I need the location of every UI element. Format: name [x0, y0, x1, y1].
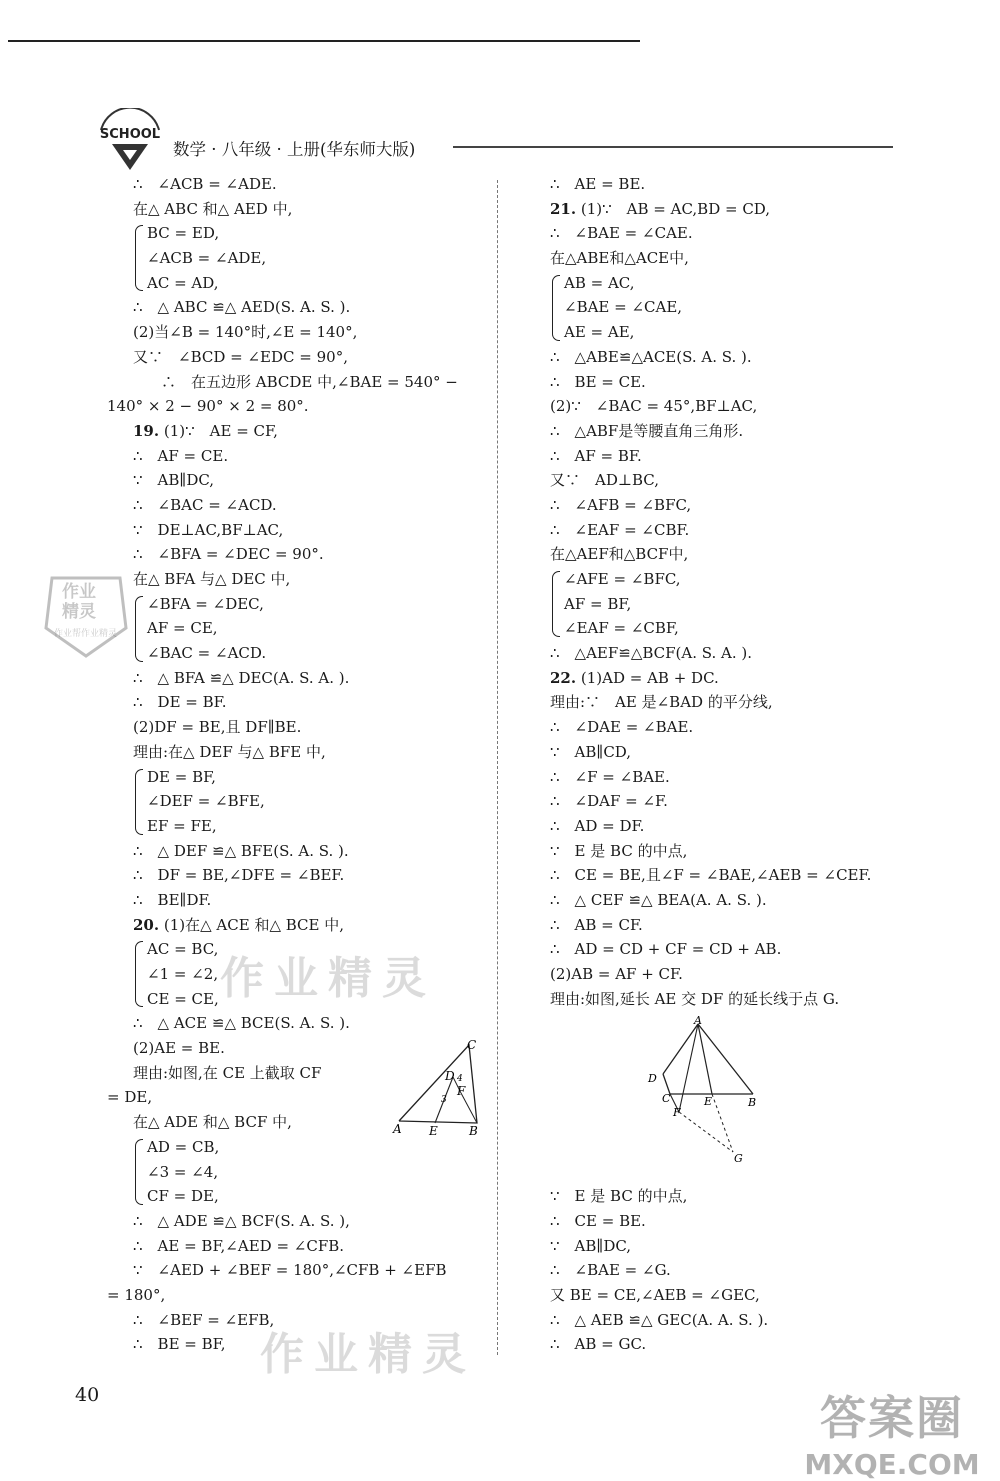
text-line: ∴ ∠BAE = ∠CAE. [550, 224, 693, 243]
text-line [550, 666, 930, 691]
corner-watermark-url: MXQE.COM [804, 1448, 980, 1481]
school-logo-icon [95, 108, 165, 178]
text-line: 又 BE = CE,∠AEB = ∠GEC, [550, 1286, 760, 1305]
text-line: ∴ ∠F = ∠BAE. [550, 767, 670, 786]
header-title: 数学 · 八年级 · 上册(华东师大版) [173, 140, 416, 159]
text-line: ∴ 在五边形 ABCDE 中,∠BAE = 540° − [161, 372, 458, 391]
brace-line: ∠3 = ∠4, [147, 1162, 219, 1181]
brace-line: AB = AC, [564, 273, 635, 292]
stamp-watermark [40, 568, 132, 660]
text-line [133, 419, 488, 444]
text-line: ∴ CE = BE. [550, 1211, 646, 1230]
brace-line: DE = BF, [147, 767, 216, 786]
fig1-label-c: C [467, 1038, 477, 1052]
text-line: ∴ AF = BF. [550, 446, 642, 465]
watermark-mid: 作业精灵 [220, 953, 436, 1004]
brace-line: CF = DE, [147, 1187, 219, 1206]
fig2-label-d: D [648, 1072, 657, 1085]
text-line: ∵ AB∥CD, [550, 742, 632, 761]
problem-number: 19. [133, 421, 160, 440]
text-line: 在△ ABC 和△ AED 中, [133, 199, 293, 218]
text-line: ∵ ∠AED + ∠BEF = 180°,∠CFB + ∠EFB [133, 1261, 447, 1280]
text-line: 又∵ ∠BCD = ∠EDC = 90°, [133, 347, 348, 366]
text-line: ∴ △ ABC ≌△ AED(S. A. S. ). [133, 298, 351, 317]
text-line: (2)DF = BE,且 DF∥BE. [133, 718, 302, 737]
fig1-label-4: 4 [457, 1074, 463, 1084]
watermark-bottom: 作业精灵 [260, 1329, 476, 1380]
text-line: ∴ AB = GC. [550, 1335, 647, 1354]
stamp-line1: 作业 [62, 582, 96, 602]
header-rule [453, 146, 893, 148]
text-line-body: (1)∵ AB = AC,BD = CD, [576, 199, 771, 218]
fig1-label-a: A [393, 1122, 402, 1136]
text-line: ∴ ∠BAE = ∠G. [550, 1261, 671, 1280]
brace-line: ∠DEF = ∠BFE, [147, 792, 265, 811]
problem-number: 21. [550, 199, 577, 218]
text-line: ∵ AB∥DC, [550, 1236, 632, 1255]
brace-group [133, 765, 488, 839]
brace-line: AE = AE, [564, 323, 635, 342]
text-line: ∴ △ DEF ≌△ BFE(S. A. S. ). [133, 841, 349, 860]
text-line: ∴ △ CEF ≌△ BEA(A. A. S. ). [550, 890, 767, 909]
text-line: ∴ CE = BE,且∠F = ∠BAE,∠AEB = ∠CEF. [550, 866, 872, 885]
text-line: (2)AE = BE. [133, 1039, 225, 1058]
brace-line: BC = ED, [147, 224, 220, 243]
text-line: 在△ ADE 和△ BCF 中, [133, 1113, 292, 1132]
text-line [550, 197, 930, 222]
corner-watermark [792, 1382, 992, 1481]
text-line: ∴ △ ADE ≌△ BCF(S. A. S. ), [133, 1211, 350, 1230]
text-line: ∴ ∠BEF = ∠EFB, [133, 1310, 275, 1329]
brace-line: ∠BFA = ∠DEC, [147, 594, 264, 613]
fig1-label-f: F [457, 1084, 466, 1098]
problem-number: 20. [133, 915, 160, 934]
brace-line: AC = AD, [147, 273, 219, 292]
brace-line: AF = BF, [564, 594, 632, 613]
text-line: ∴ BE = CE. [550, 372, 646, 391]
brace-line: ∠ACB = ∠ADE, [147, 249, 267, 268]
text-line: 在△AEF和△BCF中, [550, 545, 689, 564]
text-line: ∵ E 是 BC 的中点, [550, 1187, 688, 1206]
text-line: 理由:如图,延长 AE 交 DF 的延长线于点 G. [550, 989, 840, 1008]
page-number: 40 [75, 1384, 100, 1406]
text-line: (2)AB = AF + CF. [550, 965, 683, 983]
brace-line: ∠BAE = ∠CAE, [564, 298, 683, 317]
text-line: ∴ ∠AFB = ∠BFC, [550, 495, 692, 514]
text-line: (2)∵ ∠BAC = 45°,BF⊥AC, [550, 397, 758, 416]
top-rule [8, 40, 640, 42]
text-line: = DE, [107, 1088, 153, 1107]
text-line-body: (1)∵ AE = CF, [159, 421, 278, 440]
text-line: 理由:在△ DEF 与△ BFE 中, [133, 742, 326, 761]
brace-line: AC = BC, [147, 940, 219, 959]
text-line: ∴ ∠DAE = ∠BAE. [550, 718, 694, 737]
text-line: ∴ AE = BF,∠AED = ∠CFB. [133, 1236, 345, 1255]
text-line: ∴ AE = BE. [550, 175, 646, 193]
text-line-body: (1)AD = AB + DC. [576, 668, 719, 687]
corner-watermark-logo: 答案圈 [820, 1391, 964, 1445]
text-line [133, 913, 488, 938]
stamp-line2: 精灵 [62, 602, 96, 622]
text-line: (2)当∠B = 140°时,∠E = 140°, [133, 323, 358, 342]
text-line: ∴ △ AEB ≌△ GEC(A. A. S. ). [550, 1310, 769, 1329]
text-line: ∴ ∠ACB = ∠ADE. [133, 175, 277, 193]
brace-line: EF = FE, [147, 816, 217, 835]
brace-line: ∠BAC = ∠ACD. [147, 644, 267, 663]
column-divider [497, 180, 498, 1355]
text-line: 140° × 2 − 90° × 2 = 80°. [107, 397, 309, 416]
fig2-label-g: G [734, 1152, 743, 1165]
text-line: ∵ E 是 BC 的中点, [550, 841, 688, 860]
text-line: ∴ △ ACE ≌△ BCE(S. A. S. ). [133, 1014, 350, 1033]
text-line: ∴ △ABE≌△ACE(S. A. S. ). [550, 347, 752, 366]
brace-line: CE = CE, [147, 989, 219, 1008]
text-line: ∴ BE∥DF. [133, 890, 212, 909]
text-line: ∴ ∠BAC = ∠ACD. [133, 495, 277, 514]
text-line: 又∵ AD⊥BC, [550, 471, 659, 490]
brace-group [550, 271, 930, 345]
fig2-label-c: C [662, 1092, 671, 1105]
fig1-label-b: B [469, 1124, 478, 1138]
brace-group [133, 592, 488, 666]
text-line: ∴ AB = CF. [550, 915, 643, 934]
fig1-label-d: D [445, 1069, 455, 1083]
brace-group [133, 1135, 488, 1209]
figure-quadrilateral-abcd [640, 1012, 780, 1167]
text-line: ∵ DE⊥AC,BF⊥AC, [133, 520, 284, 539]
text-line: ∴ ∠EAF = ∠CBF. [550, 520, 690, 539]
text-line: ∴ AF = CE. [133, 446, 229, 465]
brace-line: ∠AFE = ∠BFC, [564, 570, 681, 588]
brace-line: ∠EAF = ∠CBF, [564, 619, 679, 638]
text-line: 在△ABE和△ACE中, [550, 249, 689, 268]
right-column [550, 172, 930, 1357]
fig1-label-e: E [429, 1124, 438, 1138]
text-line: ∵ AB∥DC, [133, 471, 215, 490]
fig2-label-a: A [694, 1014, 702, 1027]
fig2-label-e: E [704, 1095, 713, 1108]
text-line: ∴ △ABF是等腰直角三角形. [550, 421, 744, 440]
text-line: = 180°, [107, 1285, 166, 1304]
fig2-label-b: B [748, 1096, 757, 1109]
text-line: 在△ BFA 与△ DEC 中, [133, 570, 291, 588]
text-line: ∴ BE = BF, [133, 1335, 226, 1354]
fig2-label-f: F [673, 1106, 681, 1119]
figure-triangle-abc [385, 1035, 490, 1145]
text-line: ∴ △ BFA ≌△ DEC(A. S. A. ). [133, 668, 350, 687]
text-line: ∴ DF = BE,∠DFE = ∠BEF. [133, 866, 345, 885]
text-line: ∴ ∠DAF = ∠F. [550, 792, 668, 811]
problem-number: 22. [550, 668, 577, 687]
school-logo-text: SCHOOL [99, 127, 161, 142]
left-column [107, 172, 488, 1357]
fig1-label-3: 3 [441, 1095, 447, 1105]
text-line: ∴ ∠BFA = ∠DEC = 90°. [133, 545, 324, 564]
text-line: 理由:如图,在 CE 上截取 CF [133, 1063, 322, 1082]
text-line-body: (1)在△ ACE 和△ BCE 中, [159, 915, 345, 934]
text-line: ∴ DE = BF. [133, 693, 227, 712]
brace-line: AF = CE, [147, 619, 218, 638]
brace-group [133, 221, 488, 295]
stamp-ring-text: 作业帮作业精灵 [54, 629, 118, 639]
text-line: ∴ AD = DF. [550, 816, 645, 835]
text-line: ∴ △AEF≌△BCF(A. S. A. ). [550, 644, 753, 663]
text-line: ∴ AD = CD + CF = CD + AB. [550, 940, 782, 959]
text-line: 理由:∵ AE 是∠BAD 的平分线, [550, 693, 773, 712]
page-header [95, 108, 900, 168]
brace-line: AD = CB, [147, 1137, 220, 1156]
brace-line: ∠1 = ∠2, [147, 965, 219, 983]
brace-group [550, 567, 930, 641]
